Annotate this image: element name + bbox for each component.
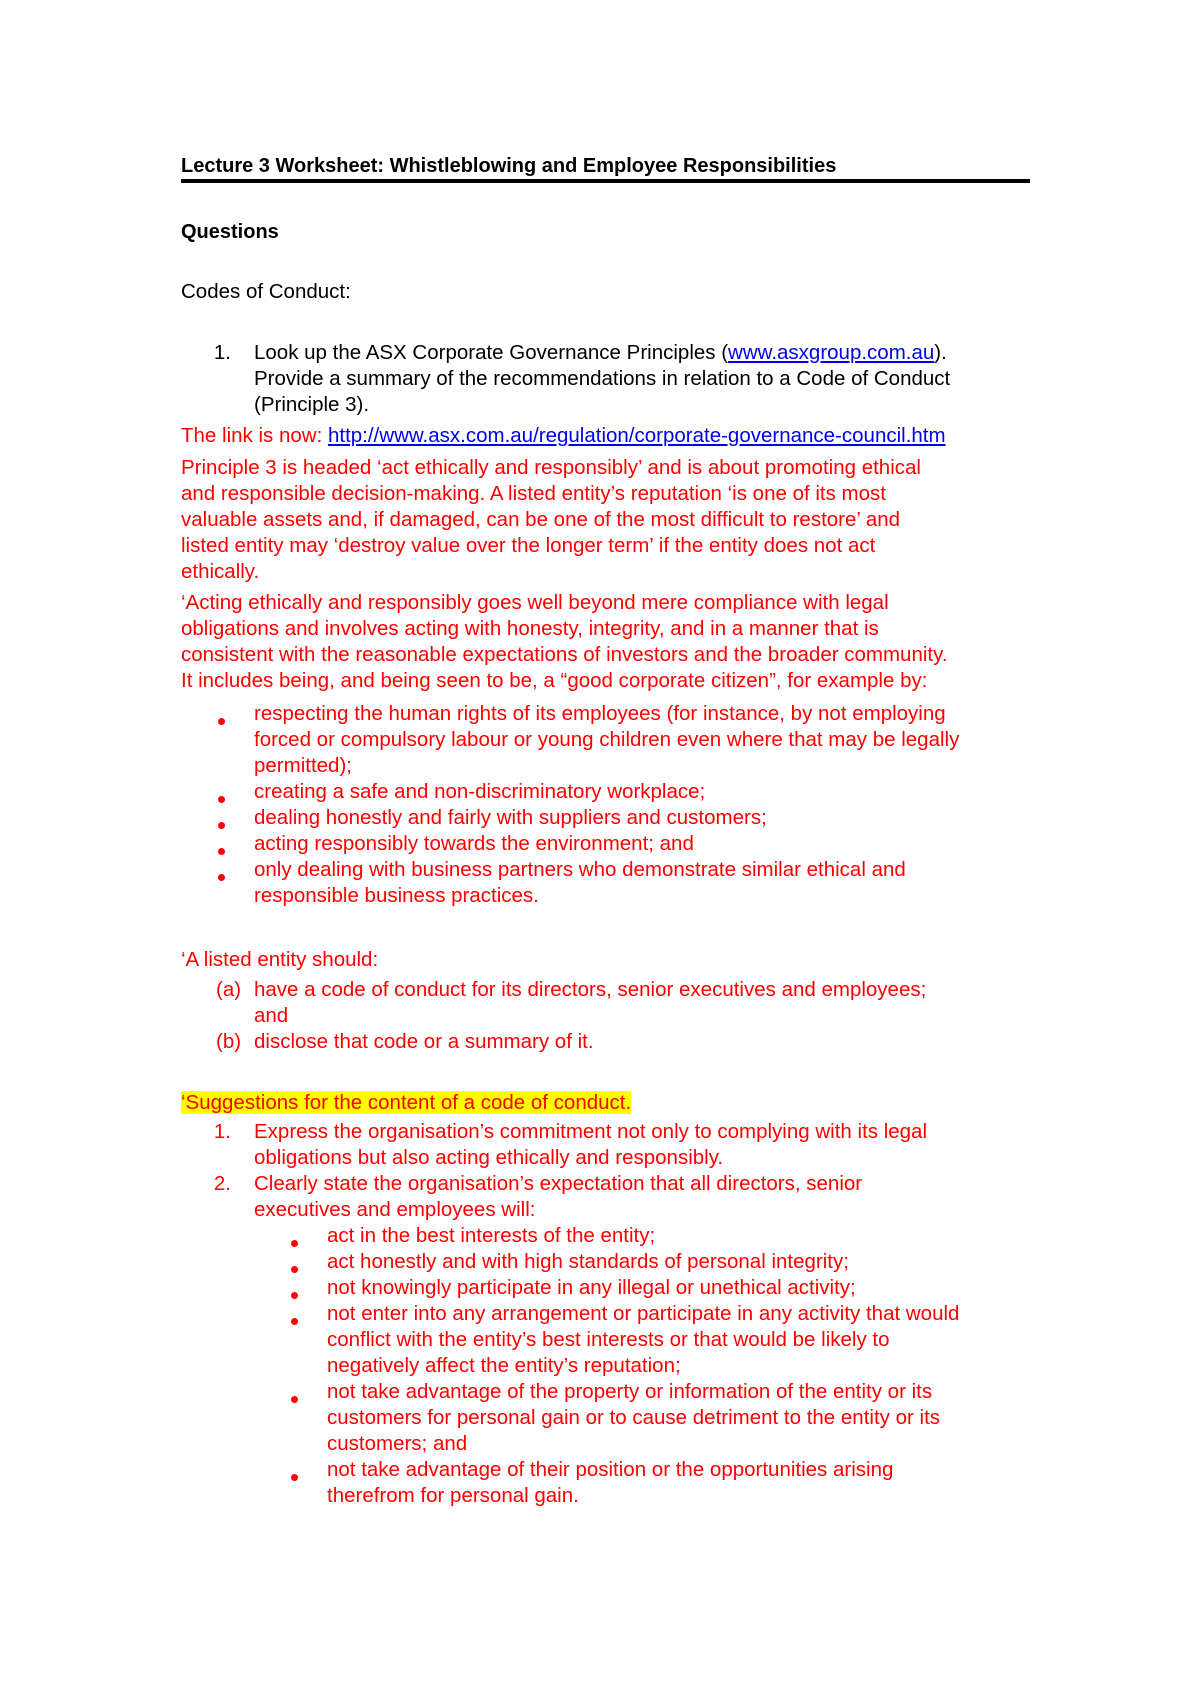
- bullet-line: acting responsibly towards the environment; and: [254, 832, 694, 855]
- bullet-line: forced or compulsory labour or young children even where that may be legally: [254, 728, 960, 751]
- acting-line: It includes being, and being seen to be, a “good corporate citizen”, for example by:: [181, 669, 928, 692]
- entity-should-line: ‘A listed entity should:: [181, 948, 379, 971]
- question-1-line-2: Provide a summary of the recommendations in relation to a Code of Conduct: [254, 367, 951, 390]
- acting-line: ‘Acting ethically and responsibly goes well beyond mere compliance with legal: [181, 591, 889, 614]
- entity-item-line: disclose that code or a summary of it.: [254, 1030, 594, 1053]
- bullet-icon: [218, 822, 225, 829]
- bullet-icon: [218, 874, 225, 881]
- bullet-line: creating a safe and non-discriminatory workplace;: [254, 780, 706, 803]
- bullet-line: respecting the human rights of its employees (for instance, by not employing: [254, 702, 946, 725]
- questions-heading: Questions: [181, 221, 279, 243]
- suggestion-line: Clearly state the organisation’s expectation that all directors, senior: [254, 1172, 863, 1195]
- bullet-icon: [291, 1318, 298, 1325]
- sub-bullet-line: act honestly and with high standards of personal integrity;: [327, 1250, 849, 1273]
- question-number: 1.: [213, 341, 231, 364]
- question-1-text: Look up the ASX Corporate Governance Principles (: [254, 341, 729, 364]
- bullet-line: permitted);: [254, 754, 352, 777]
- suggestion-line: obligations but also acting ethically and responsibly.: [254, 1146, 724, 1169]
- sub-bullet-line: negatively affect the entity’s reputation;: [327, 1354, 681, 1377]
- suggestion-line: executives and employees will:: [254, 1198, 536, 1221]
- asx-governance-link[interactable]: http://www.asx.com.au/regulation/corporate-governance-council.htm: [327, 424, 946, 447]
- sub-bullet-line: conflict with the entity’s best interests or that would be likely to: [327, 1328, 890, 1351]
- link-line: [181, 423, 946, 449]
- bullet-icon: [291, 1396, 298, 1403]
- sub-bullet-line: therefrom for personal gain.: [327, 1484, 579, 1507]
- section-label: Codes of Conduct:: [181, 280, 351, 303]
- question-1-line-3: (Principle 3).: [254, 393, 370, 416]
- bullet-line: only dealing with business partners who demonstrate similar ethical and: [254, 858, 906, 881]
- sub-bullet-line: not take advantage of the property or information of the entity or its: [327, 1380, 933, 1403]
- sub-bullet-line: customers; and: [327, 1432, 468, 1455]
- entity-item-line: and: [254, 1004, 289, 1027]
- bullet-icon: [291, 1240, 298, 1247]
- entity-item-line: have a code of conduct for its directors, senior executives and employees;: [254, 978, 927, 1001]
- acting-line: consistent with the reasonable expectations of investors and the broader community.: [181, 643, 948, 666]
- suggestion-number: 1.: [213, 1120, 231, 1143]
- sub-bullet-line: not take advantage of their position or the opportunities arising: [327, 1458, 894, 1481]
- bullet-line: dealing honestly and fairly with suppliers and customers;: [254, 806, 767, 829]
- principle-line: Principle 3 is headed ‘act ethically and responsibly’ and is about promoting ethical: [181, 456, 921, 479]
- bullet-line: responsible business practices.: [254, 884, 539, 907]
- suggestion-line: Express the organisation’s commitment not only to complying with its legal: [254, 1120, 928, 1143]
- suggestions-heading: [181, 1090, 631, 1116]
- bullet-icon: [291, 1266, 298, 1273]
- bullet-icon: [291, 1474, 298, 1481]
- question-1-line-1: [254, 340, 947, 366]
- question-1-suffix: ).: [934, 341, 947, 364]
- link-line-label: The link is now:: [181, 424, 328, 447]
- bullet-icon: [218, 718, 225, 725]
- sub-bullet-line: not enter into any arrangement or participate in any activity that would: [327, 1302, 960, 1325]
- page-title: Lecture 3 Worksheet: Whistleblowing and Employee Responsibilities: [181, 155, 837, 177]
- principle-line: listed entity may ‘destroy value over the longer term’ if the entity does not act: [181, 534, 876, 557]
- sub-bullet-line: not knowingly participate in any illegal or unethical activity;: [327, 1276, 856, 1299]
- entity-item-label: (b): [216, 1030, 242, 1053]
- sub-bullet-line: act in the best interests of the entity;: [327, 1224, 656, 1247]
- principle-line: ethically.: [181, 560, 260, 583]
- entity-item-label: (a): [216, 978, 242, 1001]
- acting-line: obligations and involves acting with honesty, integrity, and in a manner that is: [181, 617, 879, 640]
- bullet-icon: [218, 796, 225, 803]
- suggestions-highlight: ‘Suggestions for the content of a code of conduct.: [181, 1091, 632, 1114]
- principle-line: and responsible decision-making. A listed entity’s reputation ‘is one of its most: [181, 482, 886, 505]
- principle-line: valuable assets and, if damaged, can be one of the most difficult to restore’ and: [181, 508, 901, 531]
- bullet-icon: [218, 848, 225, 855]
- bullet-icon: [291, 1292, 298, 1299]
- suggestion-number: 2.: [213, 1172, 231, 1195]
- title-underline: [181, 179, 1030, 183]
- asx-group-link[interactable]: www.asxgroup.com.au: [728, 341, 935, 364]
- sub-bullet-line: customers for personal gain or to cause detriment to the entity or its: [327, 1406, 941, 1429]
